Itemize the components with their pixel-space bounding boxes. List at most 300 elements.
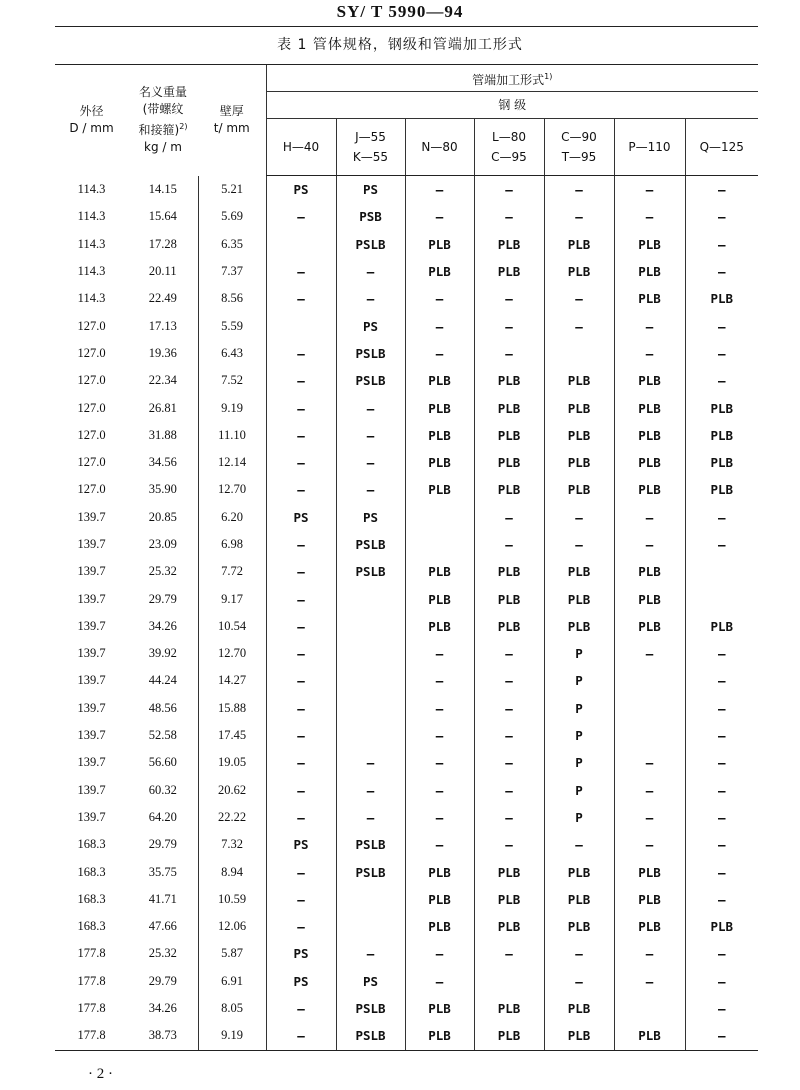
od-cell: 168.3 [77, 919, 106, 934]
grade-q125-cell: PLB [685, 613, 758, 640]
grade-h40-cell: — [266, 777, 336, 804]
weight-cell: 35.75 [148, 864, 177, 879]
od-cell: 177.8 [55, 1022, 128, 1050]
grade-l80-cell: — [474, 831, 544, 858]
grade-n80-cell: PLB [405, 585, 474, 612]
wall-cell: 20.62 [198, 777, 266, 804]
grade-c90-cell: PLB [544, 995, 614, 1022]
grade-c90-cell: — [544, 531, 614, 558]
grade-q125-cell: — [685, 640, 758, 667]
col-header-steel-grade: 钢 级 [266, 92, 758, 119]
od-cell: 114.3 [77, 236, 106, 251]
grade-h40-cell: — [266, 558, 336, 585]
grade-p110-cell: — [614, 940, 685, 967]
grade-q125-cell: — [685, 312, 758, 339]
grade-c90-cell: PLB [544, 585, 614, 612]
grade-h40-cell: — [266, 695, 336, 722]
grade-q125-cell: PLB [685, 422, 758, 449]
grade-header-p110: P—110 [614, 119, 685, 176]
grade-h40-cell: — [266, 804, 336, 831]
grade-q125-cell: — [685, 176, 758, 204]
grade-j55-cell: PS [336, 176, 405, 204]
wall-cell: 6.91 [198, 968, 266, 995]
grade-n80-cell: PLB [405, 367, 474, 394]
table-row [55, 858, 758, 885]
grade-c90-cell: P [544, 804, 614, 831]
table-row [55, 777, 758, 804]
grade-l80-cell: — [474, 667, 544, 694]
grade-h40-cell: — [266, 367, 336, 394]
od-cell: 177.8 [77, 946, 106, 961]
grade-j55-cell: PS [336, 504, 405, 531]
grade-h40-cell: — [266, 640, 336, 667]
grade-q125-cell: — [685, 340, 758, 367]
grade-c90-cell: PLB [544, 1022, 614, 1050]
grade-j55-cell: PS [336, 968, 405, 995]
wall-cell: 11.10 [198, 422, 266, 449]
grade-c90-cell: PLB [544, 449, 614, 476]
grade-c90-cell: — [544, 940, 614, 967]
weight-cell: 15.64 [148, 209, 177, 224]
weight-cell: 44.24 [148, 673, 177, 688]
grade-j55-cell: PSLB [336, 558, 405, 585]
wall-cell: 6.43 [198, 340, 266, 367]
weight-cell: 29.79 [148, 837, 177, 852]
od-cell: 139.7 [77, 646, 106, 661]
grade-p110-cell [614, 995, 685, 1022]
table-row [55, 231, 758, 258]
grade-c90-cell: PLB [544, 422, 614, 449]
grade-j55-cell [336, 613, 405, 640]
grade-l80-cell: — [474, 531, 544, 558]
grade-q125-cell: — [685, 531, 758, 558]
od-cell: 177.8 [77, 973, 106, 988]
weight-cell: 17.28 [148, 236, 177, 251]
grade-j55-cell: — [336, 749, 405, 776]
grade-j55-cell [336, 722, 405, 749]
table-row [55, 558, 758, 585]
wall-cell: 14.27 [198, 667, 266, 694]
weight-cell: 22.49 [148, 291, 177, 306]
grade-c90-cell: P [544, 749, 614, 776]
grade-n80-cell: PLB [405, 258, 474, 285]
od-cell: 114.3 [77, 291, 106, 306]
grade-n80-cell: — [405, 695, 474, 722]
grade-p110-cell: PLB [614, 449, 685, 476]
table-row [55, 613, 758, 640]
wall-cell: 8.94 [198, 858, 266, 885]
table-row [55, 831, 758, 858]
grade-c90-cell: P [544, 722, 614, 749]
weight-cell: 48.56 [148, 700, 177, 715]
grade-j55-cell [336, 640, 405, 667]
wall-cell: 22.22 [198, 804, 266, 831]
od-cell: 139.7 [77, 564, 106, 579]
grade-p110-cell: PLB [614, 231, 685, 258]
grade-n80-cell: — [405, 176, 474, 204]
grade-header-h40: H—40 [266, 119, 336, 176]
od-cell: 114.3 [77, 181, 106, 196]
wall-cell: 12.70 [198, 640, 266, 667]
od-cell: 127.0 [77, 400, 106, 415]
grade-h40-cell: — [266, 585, 336, 612]
od-cell: 127.0 [77, 345, 106, 360]
grade-n80-cell: — [405, 312, 474, 339]
grade-n80-cell: PLB [405, 422, 474, 449]
grade-h40-cell: PS [266, 831, 336, 858]
grade-p110-cell: — [614, 968, 685, 995]
grade-c90-cell: PLB [544, 558, 614, 585]
table-row [55, 340, 758, 367]
wall-cell: 12.70 [198, 476, 266, 503]
grade-j55-cell: — [336, 449, 405, 476]
grade-n80-cell: PLB [405, 613, 474, 640]
grade-j55-cell: PSLB [336, 231, 405, 258]
od-cell: 127.0 [77, 482, 106, 497]
wall-cell: 9.17 [198, 585, 266, 612]
standard-code-header: SY/ T 5990—94 [336, 2, 464, 21]
grade-c90-cell: PLB [544, 858, 614, 885]
grade-l80-cell: PLB [474, 231, 544, 258]
table-row [55, 722, 758, 749]
od-cell: 177.8 [77, 1001, 106, 1016]
grade-n80-cell: PLB [405, 886, 474, 913]
od-cell: 127.0 [77, 373, 106, 388]
grade-q125-cell: — [685, 695, 758, 722]
od-cell: 139.7 [77, 755, 106, 770]
table-row [55, 695, 758, 722]
grade-h40-cell: — [266, 749, 336, 776]
grade-n80-cell: PLB [405, 913, 474, 940]
table-row [55, 285, 758, 312]
table-row [55, 504, 758, 531]
grade-p110-cell: — [614, 804, 685, 831]
grade-l80-cell: PLB [474, 585, 544, 612]
grade-c90-cell: PLB [544, 476, 614, 503]
grade-l80-cell: PLB [474, 476, 544, 503]
od-cell: 139.7 [77, 782, 106, 797]
grade-p110-cell: — [614, 831, 685, 858]
grade-p110-cell: PLB [614, 858, 685, 885]
weight-cell: 25.32 [148, 564, 177, 579]
wall-cell: 6.35 [198, 231, 266, 258]
grade-l80-cell: PLB [474, 449, 544, 476]
col-header-weight: 名义重量 (带螺纹 和接箍)$^{2)}$ kg / m [128, 65, 198, 176]
grade-j55-cell: — [336, 258, 405, 285]
od-cell: 127.0 [77, 455, 106, 470]
wall-cell: 5.59 [198, 312, 266, 339]
grade-h40-cell: — [266, 394, 336, 421]
wall-cell: 9.19 [198, 394, 266, 421]
grade-l80-cell: PLB [474, 886, 544, 913]
grade-p110-cell [614, 722, 685, 749]
od-cell: 168.3 [77, 891, 106, 906]
weight-cell: 34.56 [148, 455, 177, 470]
wall-cell: 8.05 [198, 995, 266, 1022]
grade-h40-cell: — [266, 531, 336, 558]
grade-p110-cell [614, 695, 685, 722]
grade-q125-cell: — [685, 777, 758, 804]
grade-h40-cell [266, 231, 336, 258]
grade-l80-cell: — [474, 312, 544, 339]
wall-cell: 19.05 [198, 749, 266, 776]
table-row [55, 749, 758, 776]
grade-j55-cell: PSLB [336, 995, 405, 1022]
weight-cell: 19.36 [148, 345, 177, 360]
grade-j55-cell: PSLB [336, 340, 405, 367]
grade-n80-cell: — [405, 340, 474, 367]
grade-header-c90-t95: C—90 T—95 [544, 119, 614, 176]
wall-cell: 6.20 [198, 504, 266, 531]
grade-c90-cell: — [544, 203, 614, 230]
od-cell: 139.7 [77, 618, 106, 633]
grade-l80-cell: — [474, 777, 544, 804]
table-row [55, 640, 758, 667]
grade-c90-cell: P [544, 640, 614, 667]
grade-c90-cell: PLB [544, 367, 614, 394]
table-row [55, 203, 758, 230]
grade-header-q125: Q—125 [685, 119, 758, 176]
od-cell: 114.3 [77, 264, 106, 279]
grade-j55-cell: — [336, 940, 405, 967]
grade-c90-cell: — [544, 285, 614, 312]
grade-n80-cell: PLB [405, 231, 474, 258]
grade-q125-cell: — [685, 886, 758, 913]
grade-p110-cell: — [614, 176, 685, 204]
weight-cell: 39.92 [148, 646, 177, 661]
grade-h40-cell: — [266, 886, 336, 913]
wall-cell: 17.45 [198, 722, 266, 749]
grade-q125-cell: — [685, 940, 758, 967]
weight-cell: 20.85 [148, 509, 177, 524]
weight-cell: 38.73 [128, 1022, 198, 1050]
grade-n80-cell: PLB [405, 558, 474, 585]
grade-h40-cell: PS [266, 504, 336, 531]
grade-h40-cell: — [266, 613, 336, 640]
grade-c90-cell: PLB [544, 258, 614, 285]
grade-p110-cell: PLB [614, 886, 685, 913]
grade-j55-cell: — [336, 476, 405, 503]
grade-p110-cell: PLB [614, 613, 685, 640]
grade-header-l80-c95: L—80 C—95 [474, 119, 544, 176]
grade-j55-cell: PSLB [336, 367, 405, 394]
weight-cell: 34.26 [148, 1001, 177, 1016]
wall-cell: 5.21 [198, 176, 266, 204]
grade-j55-cell: PS [336, 312, 405, 339]
grade-n80-cell: PLB [405, 1022, 474, 1050]
table-row [55, 886, 758, 913]
grade-h40-cell: — [266, 449, 336, 476]
grade-header-n80: N—80 [405, 119, 474, 176]
weight-cell: 47.66 [148, 919, 177, 934]
od-cell: 168.3 [77, 864, 106, 879]
weight-cell: 29.79 [148, 591, 177, 606]
table-row [55, 531, 758, 558]
wall-cell: 7.32 [198, 831, 266, 858]
table-title: 表 1 管体规格，钢级和管端加工形式 [277, 37, 523, 53]
grade-l80-cell: PLB [474, 422, 544, 449]
grade-n80-cell: — [405, 749, 474, 776]
table-row [55, 449, 758, 476]
grade-l80-cell: — [474, 176, 544, 204]
weight-cell: 14.15 [148, 181, 177, 196]
grade-j55-cell: PSLB [336, 531, 405, 558]
grade-q125-cell: PLB [685, 476, 758, 503]
table-row [55, 312, 758, 339]
grade-c90-cell [544, 340, 614, 367]
table-row [55, 176, 758, 204]
grade-q125-cell: — [685, 258, 758, 285]
grade-h40-cell: — [266, 1022, 336, 1050]
grade-l80-cell: — [474, 749, 544, 776]
grade-q125-cell: — [685, 995, 758, 1022]
wall-cell: 10.54 [198, 613, 266, 640]
grade-q125-cell [685, 585, 758, 612]
grade-q125-cell: — [685, 968, 758, 995]
grade-l80-cell: — [474, 940, 544, 967]
table-row [55, 394, 758, 421]
grade-j55-cell: — [336, 804, 405, 831]
grade-n80-cell: — [405, 667, 474, 694]
grade-j55-cell: PSLB [336, 831, 405, 858]
grade-p110-cell: — [614, 340, 685, 367]
table-row [55, 476, 758, 503]
grade-n80-cell: — [405, 203, 474, 230]
grade-j55-cell [336, 886, 405, 913]
wall-cell: 7.52 [198, 367, 266, 394]
grade-c90-cell: PLB [544, 613, 614, 640]
od-cell: 114.3 [77, 209, 106, 224]
od-cell: 139.7 [77, 700, 106, 715]
od-cell: 127.0 [77, 427, 106, 442]
grade-c90-cell: — [544, 176, 614, 204]
grade-l80-cell: — [474, 804, 544, 831]
weight-cell: 26.81 [148, 400, 177, 415]
grade-p110-cell: — [614, 777, 685, 804]
grade-c90-cell: — [544, 831, 614, 858]
grade-n80-cell: — [405, 722, 474, 749]
weight-cell: 56.60 [148, 755, 177, 770]
grade-j55-cell [336, 667, 405, 694]
grade-h40-cell: — [266, 722, 336, 749]
grade-q125-cell: PLB [685, 285, 758, 312]
grade-l80-cell: PLB [474, 258, 544, 285]
grade-q125-cell: — [685, 831, 758, 858]
grade-h40-cell: — [266, 667, 336, 694]
grade-q125-cell: PLB [685, 913, 758, 940]
grade-c90-cell: PLB [544, 231, 614, 258]
grade-l80-cell: — [474, 722, 544, 749]
grade-q125-cell: — [685, 722, 758, 749]
grade-l80-cell: PLB [474, 558, 544, 585]
grade-p110-cell: PLB [614, 913, 685, 940]
grade-n80-cell: — [405, 831, 474, 858]
table-row [55, 913, 758, 940]
wall-cell: 9.19 [198, 1022, 266, 1050]
grade-h40-cell: — [266, 203, 336, 230]
od-cell: 127.0 [77, 318, 106, 333]
grade-j55-cell: — [336, 394, 405, 421]
grade-j55-cell [336, 695, 405, 722]
grade-p110-cell: — [614, 640, 685, 667]
grade-q125-cell: — [685, 367, 758, 394]
grade-c90-cell: PLB [544, 394, 614, 421]
grade-h40-cell: — [266, 995, 336, 1022]
grade-h40-cell: PS [266, 968, 336, 995]
grade-l80-cell: — [474, 203, 544, 230]
grade-header-j55-k55: J—55 K—55 [336, 119, 405, 176]
spec-table [55, 64, 758, 1051]
grade-l80-cell: — [474, 340, 544, 367]
grade-j55-cell: PSLB [336, 858, 405, 885]
grade-l80-cell [474, 968, 544, 995]
wall-cell: 5.87 [198, 940, 266, 967]
wall-cell: 8.56 [198, 285, 266, 312]
grade-c90-cell: P [544, 667, 614, 694]
wall-cell: 7.72 [198, 558, 266, 585]
grade-p110-cell: PLB [614, 1022, 685, 1050]
grade-l80-cell: — [474, 640, 544, 667]
grade-p110-cell: PLB [614, 422, 685, 449]
grade-q125-cell: PLB [685, 394, 758, 421]
grade-l80-cell: — [474, 695, 544, 722]
grade-c90-cell: PLB [544, 886, 614, 913]
grade-p110-cell: PLB [614, 367, 685, 394]
grade-j55-cell [336, 913, 405, 940]
grade-l80-cell: — [474, 285, 544, 312]
col-header-wall: 壁厚 t/ mm [198, 65, 266, 176]
grade-q125-cell: — [685, 231, 758, 258]
grade-n80-cell: — [405, 968, 474, 995]
od-cell: 139.7 [77, 537, 106, 551]
weight-cell: 64.20 [148, 809, 177, 824]
table-row [55, 968, 758, 995]
weight-cell: 35.90 [148, 482, 177, 497]
grade-n80-cell: PLB [405, 858, 474, 885]
grade-h40-cell: PS [266, 940, 336, 967]
grade-p110-cell: PLB [614, 585, 685, 612]
table-row [55, 585, 758, 612]
grade-p110-cell: — [614, 504, 685, 531]
grade-q125-cell: — [685, 667, 758, 694]
grade-n80-cell: PLB [405, 476, 474, 503]
grade-p110-cell [614, 667, 685, 694]
table-row [55, 940, 758, 967]
grade-c90-cell: PLB [544, 913, 614, 940]
grade-p110-cell: PLB [614, 476, 685, 503]
weight-cell: 34.26 [148, 618, 177, 633]
grade-n80-cell: PLB [405, 394, 474, 421]
wall-cell: 5.69 [198, 203, 266, 230]
weight-cell: 20.11 [148, 264, 177, 279]
grade-l80-cell: PLB [474, 367, 544, 394]
table-row [55, 258, 758, 285]
grade-j55-cell: PSLB [336, 1022, 405, 1050]
table-row [55, 367, 758, 394]
wall-cell: 10.59 [198, 886, 266, 913]
grade-n80-cell: — [405, 777, 474, 804]
spec-table-body [55, 176, 758, 1051]
wall-cell: 12.06 [198, 913, 266, 940]
grade-p110-cell: PLB [614, 558, 685, 585]
header-rule [55, 26, 758, 27]
weight-cell: 31.88 [148, 427, 177, 442]
grade-h40-cell: — [266, 258, 336, 285]
wall-cell: 12.14 [198, 449, 266, 476]
grade-l80-cell: — [474, 504, 544, 531]
weight-cell: 22.34 [148, 373, 177, 388]
grade-l80-cell: PLB [474, 995, 544, 1022]
